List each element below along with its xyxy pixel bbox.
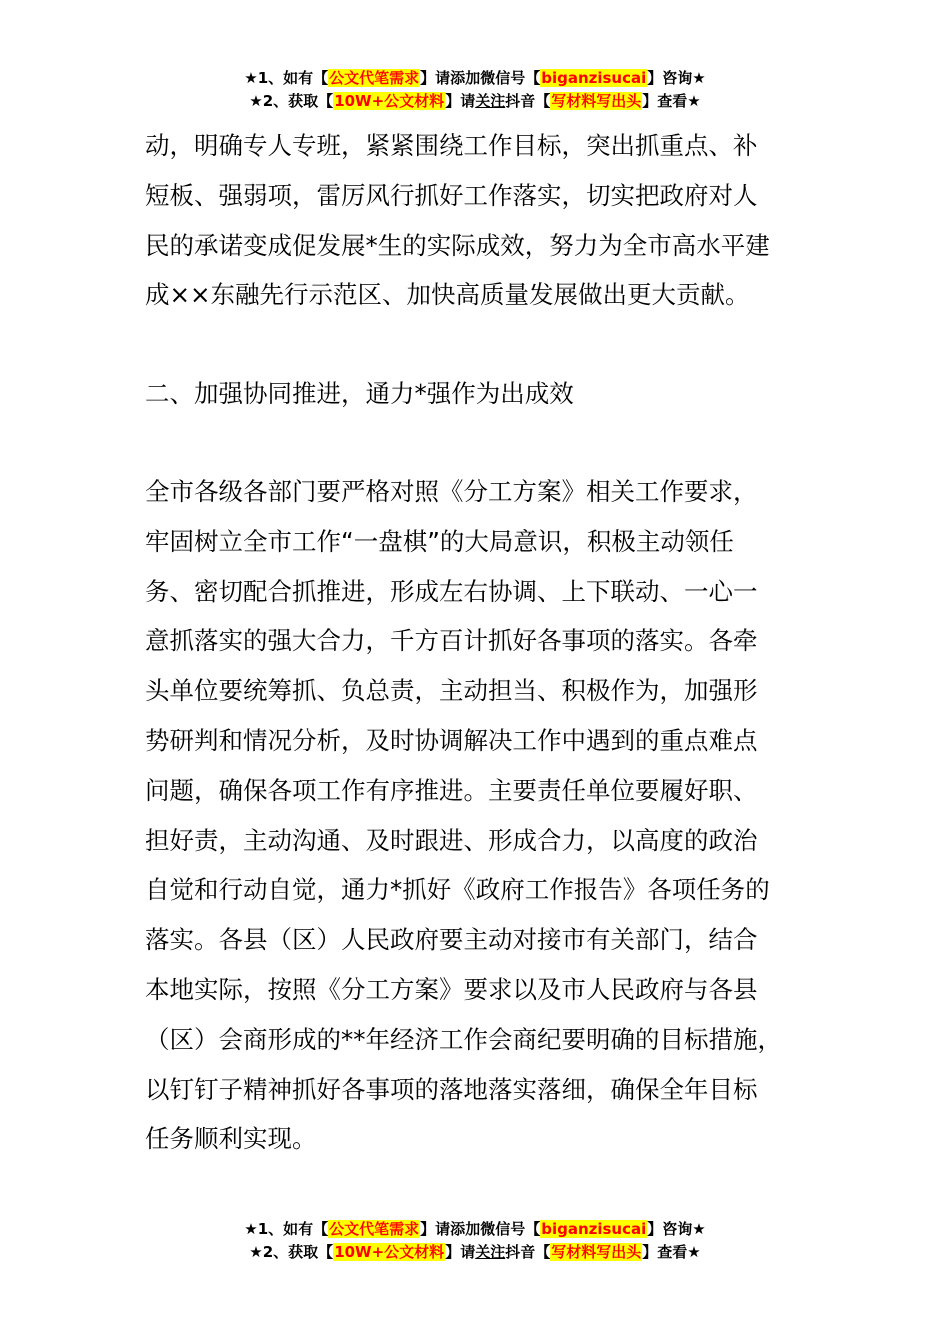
text-line: 任务顺利实现。	[145, 1124, 317, 1154]
banner-text: 】请添	[420, 1220, 466, 1238]
text-line: 势研判和情况分析，及时协调解决工作中遇到的重点难点	[145, 725, 758, 755]
text-line: 动，明确专人专班，紧紧围绕工作目标，突出抓重点、补	[145, 131, 758, 160]
highlight-service: 公文代笔需求	[329, 69, 420, 87]
banner-line-2	[0, 1241, 950, 1264]
banner-text: 】查看★	[642, 1243, 701, 1261]
paragraph-2	[145, 467, 835, 1164]
banner-text: ★2、获取【	[249, 92, 334, 110]
banner-line-1	[0, 1218, 950, 1241]
banner-text: ★2、获取【	[249, 1243, 334, 1261]
text-line: 意抓落实的强大合力，千方百计抓好各事项的落实。各牵	[145, 626, 758, 656]
banner-text: 】查看★	[642, 92, 701, 110]
banner-text: ★1、如有【	[244, 69, 329, 87]
banner-line-2	[0, 90, 950, 113]
banner-emphasis: 关注	[475, 1243, 506, 1261]
paragraph-1	[145, 121, 835, 320]
text-line: 成××东融先行示范区、加快高质量发展做出更大贡献。	[145, 280, 750, 310]
banner-emphasis: 加	[465, 1220, 481, 1238]
text-line: 头单位要统筹抓、负总责，主动担当、积极作为，加强形	[145, 676, 758, 706]
banner-emphasis: 关注	[475, 92, 506, 110]
text-line: 牢固树立全市工作“一盘棋”的大局意识，积极主动领任	[145, 526, 734, 556]
text-line: 民的承诺变成促发展*生的实际成效，努力为全市高水平建	[145, 230, 770, 260]
highlight-materials: 10W+公文材料	[334, 1243, 445, 1261]
banner-emphasis: 加	[465, 69, 481, 87]
highlight-service: 公文代笔需求	[329, 1220, 420, 1238]
heading-text: 二、加强协同推进，通力*强作为出成效	[145, 379, 574, 408]
banner-text: 抖音【	[505, 92, 551, 110]
header-banner	[0, 67, 950, 113]
banner-text: 】请	[445, 1243, 476, 1261]
banner-text: 微信号【	[480, 69, 541, 87]
text-line: 自觉和行动自觉，通力*抓好《政府工作报告》各项任务的	[145, 875, 770, 905]
banner-text: 】咨询★	[647, 1220, 706, 1238]
text-line: 落实。各县（区）人民政府要主动对接市有关部门，结合	[145, 925, 758, 955]
highlight-douyin-account: 写材料写出头	[551, 1243, 642, 1261]
banner-text: 微信号【	[480, 1220, 541, 1238]
highlight-wechat-id: biganzisucai	[541, 69, 647, 87]
text-line: 务、密切配合抓推进，形成左右协调、上下联动、一心一	[145, 576, 758, 606]
text-line: 担好责，主动沟通、及时跟进、形成合力，以高度的政治	[145, 825, 758, 855]
footer-banner	[0, 1218, 950, 1264]
section-heading	[145, 369, 835, 419]
banner-text: ★1、如有【	[244, 1220, 329, 1238]
text-line: （区）会商形成的**年经济工作会商纪要明确的目标措施，	[145, 1024, 782, 1054]
text-line: 短板、强弱项，雷厉风行抓好工作落实，切实把政府对人	[145, 180, 758, 210]
text-line: 本地实际，按照《分工方案》要求以及市人民政府与各县	[145, 974, 758, 1004]
banner-text: 】咨询★	[647, 69, 706, 87]
highlight-wechat-id: biganzisucai	[541, 1220, 647, 1238]
text-line: 全市各级各部门要严格对照《分工方案》相关工作要求，	[145, 477, 758, 506]
highlight-douyin-account: 写材料写出头	[551, 92, 642, 110]
highlight-materials: 10W+公文材料	[334, 92, 445, 110]
banner-text: 抖音【	[505, 1243, 551, 1261]
text-line: 问题，确保各项工作有序推进。主要责任单位要履好职、	[145, 775, 758, 805]
text-line: 以钉钉子精神抓好各事项的落地落实落细，确保全年目标	[145, 1074, 758, 1104]
banner-line-1	[0, 67, 950, 90]
banner-text: 】请添	[420, 69, 466, 87]
banner-text: 】请	[445, 92, 476, 110]
